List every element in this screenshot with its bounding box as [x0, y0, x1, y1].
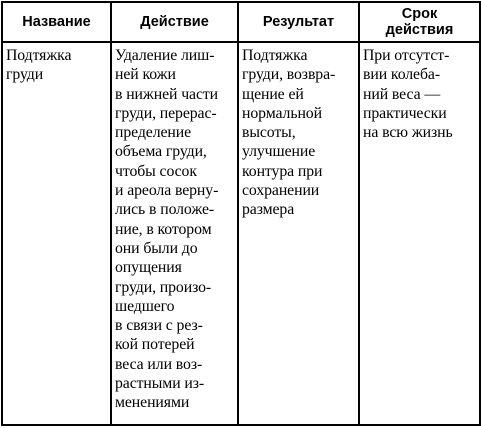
table-row	[2, 42, 480, 425]
header-duration	[359, 2, 480, 42]
header-action-text: Действие	[140, 14, 209, 30]
cell-line: груди, возвра-	[242, 66, 336, 84]
cell-line: они были до	[115, 239, 198, 257]
cell-line: груди, произо-	[115, 278, 212, 296]
cell-line: шедшего	[115, 297, 175, 315]
header-row	[2, 2, 480, 42]
header-duration-line: Срок	[401, 6, 438, 22]
cell-line: ней кожи	[115, 66, 176, 84]
cell-line: менениями	[115, 394, 190, 412]
cell-line: опущения	[115, 259, 182, 277]
cell-line: щение ей	[242, 85, 304, 103]
cell-line: объема груди,	[115, 143, 207, 161]
header-duration-line: действия	[385, 22, 454, 38]
cell-line: на всю жизнь	[363, 124, 453, 142]
cell-line: контура при	[242, 162, 323, 180]
cell-action	[111, 42, 238, 425]
cell-line: При отсутст-	[363, 47, 450, 64]
cell-line: Подтяжка	[6, 47, 72, 64]
cell-line: высоты,	[242, 124, 296, 142]
cell-line: ний веса —	[363, 85, 441, 103]
cell-line: нормальной	[242, 104, 322, 122]
cell-line: пределение	[115, 124, 192, 142]
cell-name	[2, 42, 111, 425]
cell-line: груди	[6, 66, 44, 84]
cell-line: в нижней части	[115, 85, 219, 103]
cell-line: веса или воз-	[115, 355, 203, 373]
cell-line: чтобы сосок	[115, 162, 197, 180]
header-name-text: Название	[22, 14, 91, 30]
procedure-table	[1, 1, 481, 426]
cell-line: сохранении	[242, 182, 320, 200]
cell-line: лись в положе-	[115, 201, 215, 219]
cell-line: груди, перерас-	[115, 104, 217, 122]
cell-line: Подтяжка	[242, 47, 308, 64]
cell-line: вии колеба-	[363, 66, 440, 84]
header-result-text: Результат	[262, 14, 335, 30]
cell-line: ние, в котором	[115, 220, 212, 238]
cell-line: Удаление лиш-	[115, 47, 215, 64]
cell-line: кой потерей	[115, 336, 195, 354]
header-duration-text	[360, 6, 479, 38]
cell-duration	[359, 42, 480, 425]
cell-line: улучшение	[242, 143, 316, 161]
cell-line: практически	[363, 104, 447, 122]
cell-line: в связи с рез-	[115, 317, 203, 335]
cell-line: и ареола верну-	[115, 182, 219, 200]
cell-line: растными из-	[115, 375, 205, 393]
header-name	[2, 2, 111, 42]
header-action	[111, 2, 238, 42]
cell-result	[238, 42, 359, 425]
cell-line: размера	[242, 201, 295, 219]
header-result	[238, 2, 359, 42]
